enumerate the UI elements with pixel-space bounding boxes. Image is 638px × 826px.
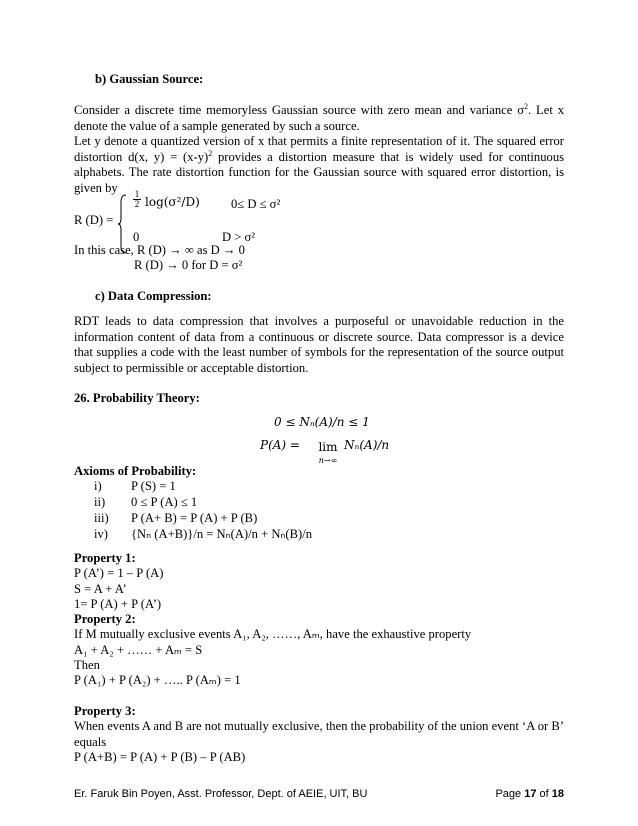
axiom-number: iv) (94, 527, 108, 541)
footer-author: Er. Faruk Bin Poyen, Asst. Professor, Dept. of AEIE, UIT, BU (74, 788, 368, 800)
case1-expression: log(σ²/D) (145, 195, 200, 209)
property-2-line: A₁ + A₂ + …… + Aₘ = S (74, 643, 203, 657)
property-2-line: If M mutually exclusive events A₁, A₂, ……, Aₘ, have the exhaustive property (74, 627, 472, 641)
property-2-heading: Property 2: (74, 612, 136, 626)
axiom-text: P (A+ B) = P (A) + P (B) (131, 511, 258, 525)
probability-limit-operator: lim n→∞ (318, 440, 338, 465)
property-1-heading: Property 1: (74, 551, 136, 565)
axiom-number: iii) (94, 511, 109, 525)
property-2-line: Then (74, 658, 100, 672)
probability-inequality: 0 ≤ Nₙ(A)/n ≤ 1 (274, 415, 370, 429)
property-3-body: When events A and B are not mutually exclusive, then the probability of the union event ‘A or B’ equals (74, 719, 564, 749)
property-2-line: P (A₁) + P (A₂) + ….. P (Aₘ) = 1 (74, 673, 241, 687)
property-1-line: P (A’) = 1 – P (A) (74, 566, 164, 580)
axiom-text: {Nₙ (A+B)}/n = Nₙ(A)/n + Nₙ(B)/n (131, 527, 313, 541)
rd-label: R (D) = (74, 213, 114, 227)
limit-line-2: R (D) → 0 for D = σ² (134, 258, 243, 272)
gaussian-paragraph-1: Consider a discrete time memoryless Gaussian source with zero mean and variance $\sigma^2$. Let x denote the value of a sample generated by such a source. (74, 102, 565, 133)
compression-paragraph: RDT leads to data compression that involves a purposeful or unavoidable reduction in the information content of data from a continuous or discrete source. Data compressor is a device that supplies a code with the least number of symbols for the representation of the source output subject to permissible or acceptable distortion. (74, 314, 564, 375)
property-1-line: 1= P (A) + P (A’) (74, 597, 162, 611)
case1-fraction: 1 2 (134, 189, 140, 209)
probability-limit-lhs: P(A) = (260, 438, 300, 452)
case2-value: 0 (133, 230, 140, 244)
case2-condition: D > σ² (222, 230, 256, 244)
section-heading-compression: c) Data Compression: (95, 289, 212, 303)
probability-limit-rhs: Nₙ(A)/n (344, 438, 390, 452)
axiom-number: ii) (94, 495, 106, 509)
limit-line-1: In this case, R (D) → ∞ as D → 0 (74, 243, 245, 257)
axiom-number: i) (94, 479, 102, 493)
section-heading-gaussian: b) Gaussian Source: (95, 72, 204, 86)
axiom-text: P (S) = 1 (131, 479, 176, 493)
gaussian-paragraph-2: Let y denote a quantized version of x that permits a finite representation of it. The squared error distortion d(x, $y) = (x-y)^2$ provides a distortion measure that is widely used for continuous alphabets. The rate distortion function for the Gaussian source with squared error distortion, is given by (74, 134, 565, 195)
axioms-heading: Axioms of Probability: (74, 464, 197, 478)
case1-condition: 0≤ D ≤ σ² (231, 197, 281, 211)
property-3-equation: P (A+B) = P (A) + P (B) – P (AB) (74, 750, 246, 764)
property-1-line: S = A + A’ (74, 582, 127, 596)
footer-page-number: Page 17 of 18 (495, 788, 564, 800)
section-heading-probability: 26. Probability Theory: (74, 391, 200, 405)
axiom-text: 0 ≤ P (A) ≤ 1 (131, 495, 198, 509)
property-3-heading: Property 3: (74, 704, 136, 718)
